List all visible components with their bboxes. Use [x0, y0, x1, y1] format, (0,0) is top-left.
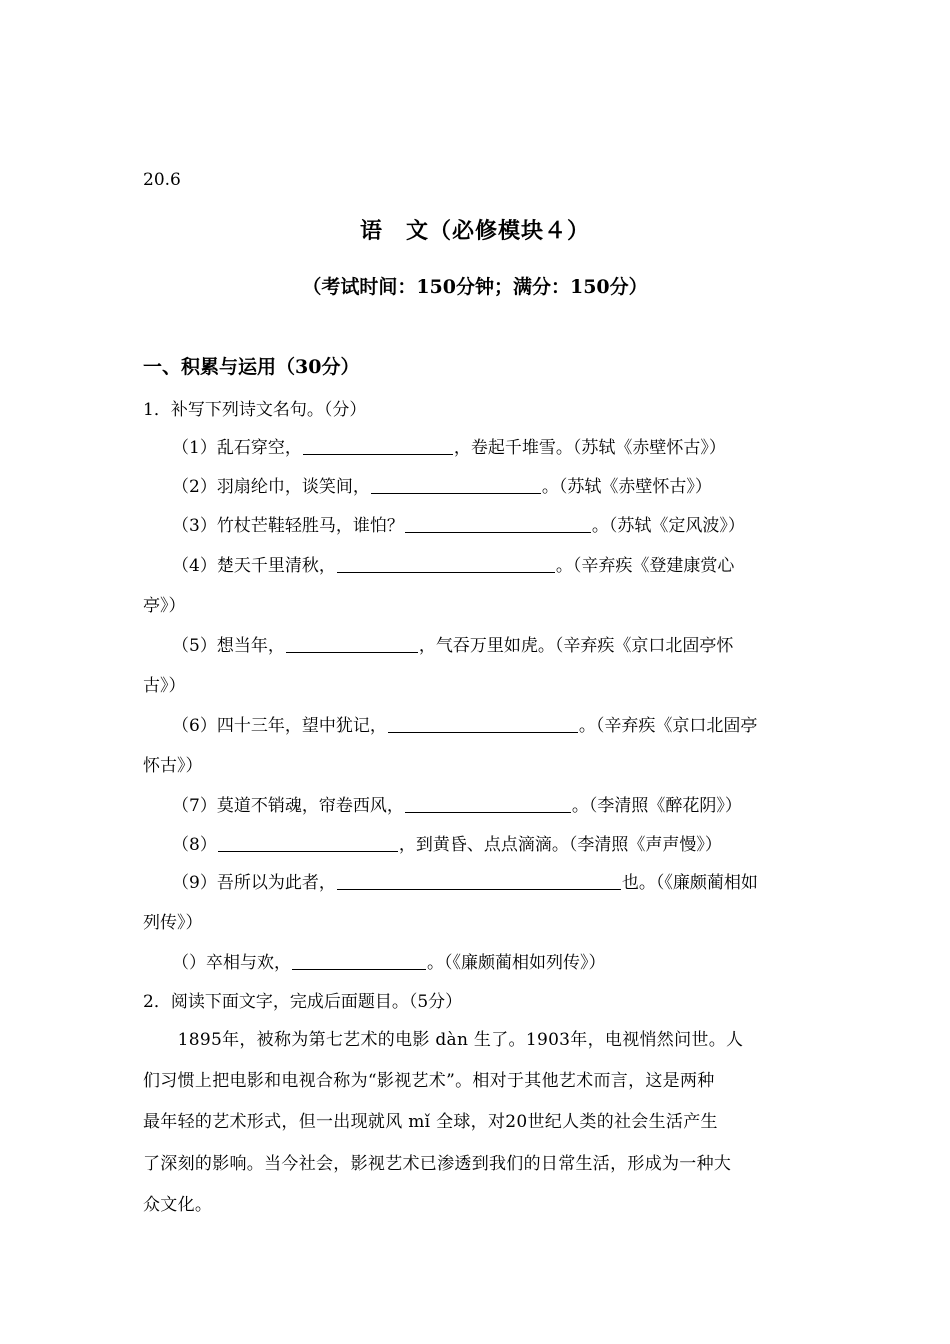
question-1-item — [172, 948, 606, 973]
item-text-before: （5）想当年， — [172, 636, 285, 656]
question-1-item — [172, 551, 734, 576]
item-text-before: （7）莫道不销魂，帘卷西风， — [172, 796, 404, 816]
question-1-item — [172, 791, 742, 816]
item-continuation: 怀古》） — [143, 756, 203, 776]
question-1-item — [172, 472, 712, 497]
question-1-item — [172, 711, 757, 736]
answer-blank[interactable] — [405, 796, 571, 813]
answer-blank[interactable] — [286, 636, 418, 653]
question-2-prompt: 2．阅读下面文字，完成后面题目。（5分） — [143, 992, 463, 1012]
item-text-after: ，气吞万里如虎。（辛弃疾《京口北固亭怀 — [418, 636, 734, 656]
item-text-after: ，到黄昏、点点滴滴。（李清照《声声慢》） — [398, 835, 722, 855]
passage-line: 最年轻的艺术形式，但一出现就风 mǐ 全球，对20世纪人类的社会生活产生 — [143, 1112, 718, 1132]
item-text-before: （6）四十三年，望中犹记， — [172, 716, 387, 736]
passage-line: 1895年，被称为第七艺术的电影 dàn 生了。1903年，电视悄然问世。人 — [143, 1030, 744, 1050]
passage-line: 们习惯上把电影和电视合称为“影视艺术”。相对于其他艺术而言，这是两种 — [143, 1071, 715, 1091]
item-text-before: （3）竹杖芒鞋轻胜马，谁怕？ — [172, 516, 404, 536]
date-label: 20.6 — [143, 170, 181, 190]
section-heading: 一、积累与运用（30分） — [143, 356, 360, 378]
item-text-before: （2）羽扇纶巾，谈笑间， — [172, 477, 370, 497]
answer-blank[interactable] — [303, 438, 453, 455]
answer-blank[interactable] — [388, 716, 578, 733]
item-continuation: 亭》） — [143, 596, 186, 616]
passage-line: 众文化。 — [143, 1195, 213, 1215]
item-text-before: （1）乱石穿空， — [172, 438, 302, 458]
item-text-after: 。（苏轼《赤壁怀古》） — [541, 477, 712, 497]
answer-blank[interactable] — [337, 556, 555, 573]
item-text-after: 也。（《廉颇蔺相如 — [621, 873, 758, 893]
item-text-after: ，卷起千堆雪。（苏轼《赤壁怀古》） — [453, 438, 726, 458]
question-1-item — [172, 830, 722, 855]
item-text-after: 。（李清照《醉花阴》） — [571, 796, 742, 816]
item-continuation: 古》） — [143, 676, 186, 696]
answer-blank[interactable] — [405, 516, 591, 533]
answer-blank[interactable] — [337, 873, 621, 890]
item-text-after: 。（辛弃疾《登建康赏心 — [555, 556, 735, 576]
item-text-before: （9）吾所以为此者， — [172, 873, 336, 893]
answer-blank[interactable] — [292, 953, 426, 970]
exam-title: 语 文（必修模块４） — [359, 218, 590, 244]
item-continuation: 列传》） — [143, 913, 203, 933]
answer-blank[interactable] — [371, 477, 541, 494]
item-text-after: 。（苏轼《定风波》） — [591, 516, 745, 536]
question-1-item — [172, 433, 726, 458]
item-text-before: （）卒相与欢， — [172, 953, 291, 973]
item-text-after: 。（《廉颇蔺相如列传》） — [427, 953, 606, 973]
question-1-item — [172, 511, 745, 536]
passage-line: 了深刻的影响。当今社会，影视艺术已渗透到我们的日常生活，形成为一种大 — [143, 1154, 732, 1174]
answer-blank[interactable] — [218, 835, 398, 852]
question-1-item — [172, 631, 733, 656]
exam-subtitle: （考试时间：150分钟；满分：150分） — [302, 276, 648, 298]
item-text-before: （8） — [172, 835, 217, 855]
item-text-before: （4）楚天千里清秋， — [172, 556, 336, 576]
question-1-item — [172, 868, 758, 893]
question-1-prompt: 1．补写下列诗文名句。（分） — [143, 400, 367, 420]
item-text-after: 。（辛弃疾《京口北固亭 — [578, 716, 758, 736]
